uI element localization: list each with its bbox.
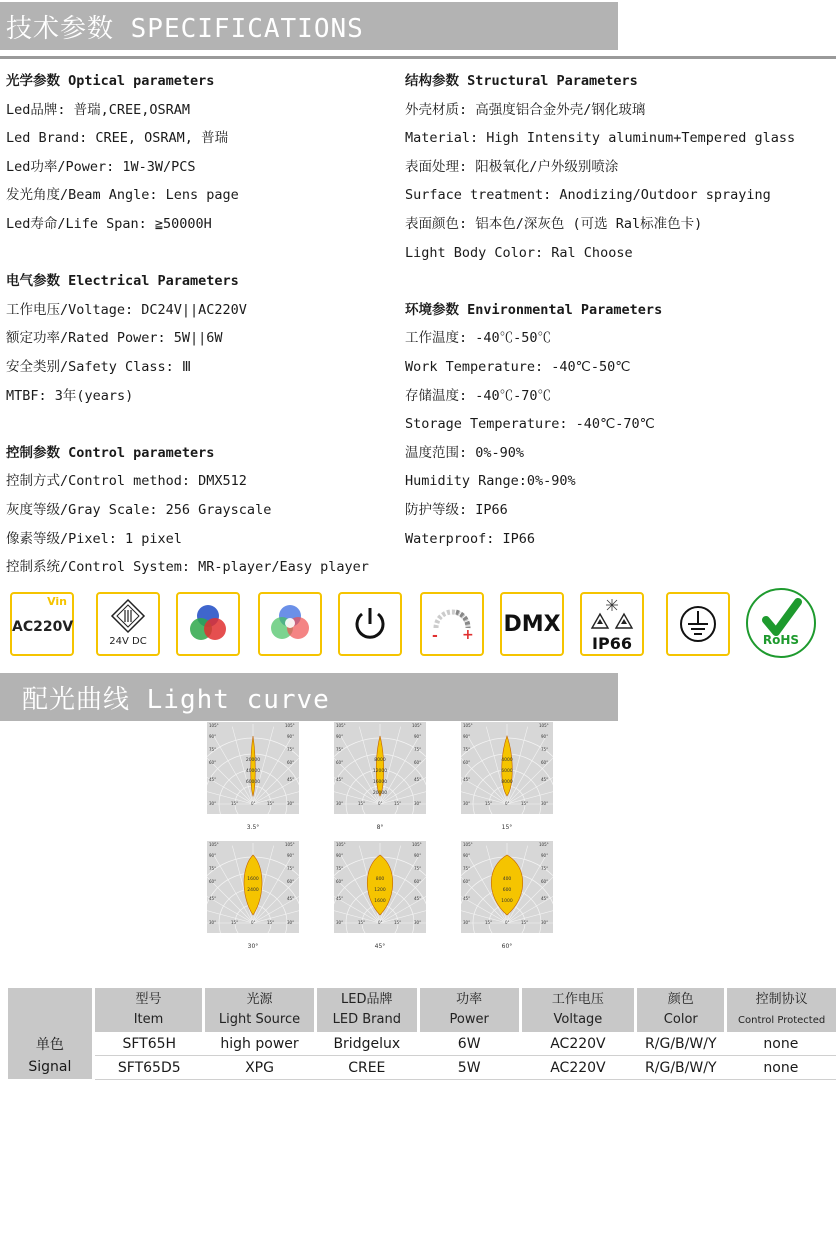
angle-label: 45° <box>287 777 295 782</box>
feature-icon-row <box>10 592 840 658</box>
angle-label: 75° <box>463 747 471 752</box>
angle-label: 105° <box>463 723 473 728</box>
table-header-row <box>8 988 836 1032</box>
spec-line: MTBF: 3年(years) <box>6 387 134 404</box>
angle-label: 30° <box>541 801 549 806</box>
section-heading: 光学参数 Optical parameters <box>6 73 215 89</box>
curve-angle-label: 15° <box>501 824 513 831</box>
table-cell: none <box>726 1032 836 1056</box>
angle-label: 45° <box>336 777 344 782</box>
dimming-icon <box>420 592 484 656</box>
intensity-value: 1600 <box>247 877 259 882</box>
angle-label: 60° <box>463 879 471 884</box>
spec-banner-title: 技术参数 SPECIFICATIONS <box>6 14 364 44</box>
angle-label: 90° <box>287 853 295 858</box>
spec-line: 工作温度: -40℃-50℃ <box>405 330 552 347</box>
dc-voltage-label: 24V DC <box>109 636 147 647</box>
dim-minus-label: - <box>432 628 438 644</box>
angle-label: 15° <box>358 920 366 925</box>
angle-label: 30° <box>414 920 422 925</box>
table-cell: CREE <box>315 1056 418 1080</box>
spec-line: Humidity Range:0%-90% <box>405 473 576 490</box>
intensity-value: 4000 <box>501 758 513 763</box>
header-cell <box>8 988 93 1032</box>
right-spec-column <box>405 67 795 553</box>
light-curve-grid <box>207 722 567 962</box>
spec-line: Work Temperature: -40℃-50℃ <box>405 358 631 375</box>
angle-label: 15° <box>231 801 239 806</box>
intensity-value: 1200 <box>374 888 386 893</box>
angle-label: 15° <box>394 801 402 806</box>
spec-line: 外壳材质: 高强度铝合金外壳/钢化玻璃 <box>405 101 646 118</box>
angle-label: 15° <box>485 920 493 925</box>
angle-label: 0° <box>505 920 510 925</box>
spec-line: 表面颜色: 铝本色/深灰色 (可选 Ral标准色卡) <box>405 215 703 232</box>
spec-line: 表面处理: 阳极氧化/户外级别喷涂 <box>405 158 619 175</box>
light-curve-diagram <box>207 722 299 814</box>
light-curve-diagram <box>207 841 299 933</box>
product-table <box>8 988 836 1080</box>
spec-line: Storage Temperature: -40℃-70℃ <box>405 416 655 433</box>
light-curve-diagram <box>461 722 553 814</box>
angle-label: 75° <box>287 747 295 752</box>
left-spec-column <box>6 67 369 582</box>
angle-label: 60° <box>287 879 295 884</box>
angle-label: 30° <box>414 801 422 806</box>
table-cell: XPG <box>204 1056 316 1080</box>
angle-label: 105° <box>539 842 549 847</box>
angle-label: 15° <box>231 920 239 925</box>
beam-lobe <box>502 736 513 796</box>
angle-label: 105° <box>336 842 346 847</box>
angle-label: 60° <box>336 879 344 884</box>
curve-angle-label: 45° <box>374 943 386 950</box>
angle-label: 0° <box>378 920 383 925</box>
angle-label: 90° <box>463 734 471 739</box>
section-heading: 控制参数 Control parameters <box>6 444 215 461</box>
angle-label: 0° <box>505 801 510 806</box>
angle-label: 30° <box>287 801 295 806</box>
angle-label: 15° <box>267 920 275 925</box>
ground-icon <box>666 592 730 656</box>
angle-label: 45° <box>209 896 217 901</box>
angle-label: 90° <box>287 734 295 739</box>
beam-lobe <box>367 855 393 915</box>
intensity-value: 8000 <box>501 780 513 785</box>
section-heading: 环境参数 Environmental Parameters <box>405 301 663 318</box>
curve-angle-label: 8° <box>376 824 384 831</box>
curve-banner <box>0 673 618 721</box>
beam-lobe <box>376 736 384 796</box>
spec-line: 温度范围: 0%-90% <box>405 444 525 461</box>
angle-label: 90° <box>414 853 422 858</box>
curve-angle-label: 60° <box>501 943 513 950</box>
angle-label: 105° <box>285 842 295 847</box>
header-cell: 控制协议 Control Protected <box>726 988 836 1032</box>
curve-angle-label: 3.5° <box>246 824 260 831</box>
dmx-label: DMX <box>503 612 561 637</box>
rohs-icon <box>746 588 816 658</box>
intensity-value: 1000 <box>501 899 513 904</box>
intensity-value: 1600 <box>374 899 386 904</box>
angle-label: 90° <box>336 853 344 858</box>
angle-label: 60° <box>336 760 344 765</box>
ac220v-icon <box>10 592 74 656</box>
angle-label: 45° <box>541 777 549 782</box>
angle-label: 30° <box>209 920 217 925</box>
spec-line: 存储温度: -40℃-70℃ <box>405 387 552 404</box>
angle-label: 0° <box>378 801 383 806</box>
ip66-label: IP66 <box>592 634 632 653</box>
angle-label: 75° <box>463 866 471 871</box>
spec-line: 工作电压/Voltage: DC24V||AC220V <box>6 301 247 318</box>
intensity-value: 20000 <box>372 791 388 796</box>
spec-line: 控制方式/Control method: DMX512 <box>6 473 247 490</box>
angle-label: 105° <box>463 842 473 847</box>
category-cell: 单色 <box>8 1032 93 1056</box>
table-cell: AC220V <box>520 1032 636 1056</box>
angle-label: 90° <box>336 734 344 739</box>
ip66-icon <box>580 592 644 656</box>
beam-lobe <box>251 736 256 796</box>
intensity-value: 800 <box>375 877 385 882</box>
table-cell: 5W <box>418 1056 520 1080</box>
dim-plus-label: + <box>462 627 474 643</box>
angle-label: 30° <box>209 801 217 806</box>
vin-label: Vin <box>47 595 67 608</box>
structural-section <box>405 67 795 267</box>
intensity-value: 60000 <box>245 780 261 785</box>
angle-label: 15° <box>358 801 366 806</box>
intensity-value: 600 <box>502 888 512 893</box>
angle-label: 105° <box>412 842 422 847</box>
environmental-section <box>405 296 795 553</box>
light-curve-diagram <box>334 841 426 933</box>
dc24v-icon <box>96 592 160 656</box>
angle-label: 75° <box>287 866 295 871</box>
angle-label: 60° <box>463 760 471 765</box>
angle-label: 75° <box>414 747 422 752</box>
angle-label: 60° <box>541 879 549 884</box>
angle-label: 105° <box>412 723 422 728</box>
angle-label: 90° <box>414 734 422 739</box>
angle-label: 90° <box>463 853 471 858</box>
angle-label: 60° <box>209 879 217 884</box>
angle-label: 45° <box>463 777 471 782</box>
intensity-value: 40000 <box>245 769 261 774</box>
curve-banner-title: 配光曲线 Light curve <box>22 685 330 715</box>
header-cell: 型号 Item <box>93 988 203 1032</box>
light-curve-diagram <box>334 722 426 814</box>
angle-label: 60° <box>287 760 295 765</box>
spec-line: Surface treatment: Anodizing/Outdoor spraying <box>405 187 771 204</box>
table-cell: 6W <box>418 1032 520 1056</box>
angle-label: 90° <box>209 853 217 858</box>
spec-line: 防护等级: IP66 <box>405 501 508 518</box>
angle-label: 90° <box>541 853 549 858</box>
spec-line: 控制系统/Control System: MR-player/Easy player <box>6 559 369 576</box>
angle-label: 15° <box>521 801 529 806</box>
angle-label: 45° <box>541 896 549 901</box>
angle-label: 105° <box>336 723 346 728</box>
angle-label: 75° <box>209 747 217 752</box>
angle-label: 105° <box>209 723 219 728</box>
angle-label: 60° <box>414 760 422 765</box>
angle-label: 75° <box>414 866 422 871</box>
electrical-section <box>6 267 369 410</box>
spec-line: Waterproof: IP66 <box>405 530 536 547</box>
angle-label: 45° <box>336 896 344 901</box>
angle-label: 60° <box>209 760 217 765</box>
ac-voltage-label: AC220V <box>12 619 74 635</box>
intensity-value: 6000 <box>501 769 513 774</box>
angle-label: 30° <box>336 801 344 806</box>
angle-label: 75° <box>209 866 217 871</box>
angle-label: 45° <box>463 896 471 901</box>
spec-banner <box>0 2 618 50</box>
spec-line: 像素等级/Pixel: 1 pixel <box>6 530 182 547</box>
angle-label: 30° <box>287 920 295 925</box>
angle-label: 105° <box>285 723 295 728</box>
angle-label: 105° <box>209 842 219 847</box>
intensity-value: 400 <box>502 877 512 882</box>
angle-label: 30° <box>463 801 471 806</box>
header-cell: LED品牌 LED Brand <box>315 988 418 1032</box>
angle-label: 15° <box>267 801 275 806</box>
angle-label: 90° <box>541 734 549 739</box>
spec-line: 安全类别/Safety Class: Ⅲ <box>6 358 192 375</box>
table-cell: R/G/B/W/Y <box>636 1056 726 1080</box>
rgbw-color-icon <box>258 592 322 656</box>
angle-label: 75° <box>336 747 344 752</box>
spec-line: 额定功率/Rated Power: 5W||6W <box>6 330 223 347</box>
angle-label: 60° <box>541 760 549 765</box>
table-cell: SFT65D5 <box>93 1056 203 1080</box>
angle-label: 90° <box>209 734 217 739</box>
spec-line: Led寿命/Life Span: ≧50000H <box>6 215 212 232</box>
header-cell: 颜色 Color <box>636 988 726 1032</box>
power-icon <box>338 592 402 656</box>
angle-label: 75° <box>336 866 344 871</box>
angle-label: 45° <box>414 777 422 782</box>
control-section <box>6 439 369 582</box>
angle-label: 60° <box>414 879 422 884</box>
angle-label: 15° <box>394 920 402 925</box>
intensity-value: 2400 <box>247 888 259 893</box>
intensity-value: 20000 <box>245 758 261 763</box>
category-cell: Signal <box>8 1056 93 1080</box>
intensity-value: 16000 <box>372 780 388 785</box>
angle-label: 30° <box>463 920 471 925</box>
rohs-label: RoHS <box>762 633 800 647</box>
spec-line: 发光角度/Beam Angle: Lens page <box>6 187 239 204</box>
header-cell: 工作电压 Voltage <box>520 988 636 1032</box>
table-cell: SFT65H <box>93 1032 203 1056</box>
table-row <box>8 1056 836 1080</box>
beam-lobe <box>491 855 523 915</box>
spec-line: Led功率/Power: 1W-3W/PCS <box>6 158 196 175</box>
table-cell: AC220V <box>520 1056 636 1080</box>
angle-label: 0° <box>251 920 256 925</box>
angle-label: 45° <box>287 896 295 901</box>
angle-label: 45° <box>209 777 217 782</box>
angle-label: 75° <box>541 866 549 871</box>
table-cell: high power <box>204 1032 316 1056</box>
intensity-value: 8000 <box>374 758 386 763</box>
table-cell: Bridgelux <box>315 1032 418 1056</box>
angle-label: 105° <box>539 723 549 728</box>
table-cell: none <box>726 1056 836 1080</box>
spec-rule <box>0 56 836 59</box>
optical-section <box>6 67 369 239</box>
angle-label: 45° <box>414 896 422 901</box>
header-cell: 光源 Light Source <box>204 988 316 1032</box>
section-heading: 结构参数 Structural Parameters <box>405 73 638 89</box>
angle-label: 30° <box>336 920 344 925</box>
curve-angle-label: 30° <box>247 943 259 950</box>
table-row <box>8 1032 836 1056</box>
angle-label: 0° <box>251 801 256 806</box>
angle-label: 30° <box>541 920 549 925</box>
spec-line: Material: High Intensity aluminum+Tempered glass <box>405 130 796 147</box>
spec-line: Light Body Color: Ral Choose <box>405 244 633 261</box>
light-curve-diagram <box>461 841 553 933</box>
spec-line: Led品牌: 普瑞,CREE,OSRAM <box>6 101 191 118</box>
section-heading: 电气参数 Electrical Parameters <box>6 273 239 290</box>
dmx-icon <box>500 592 564 656</box>
angle-label: 75° <box>541 747 549 752</box>
table-cell: R/G/B/W/Y <box>636 1032 726 1056</box>
header-cell: 功率 Power <box>418 988 520 1032</box>
angle-label: 15° <box>485 801 493 806</box>
spec-line: 灰度等级/Gray Scale: 256 Grayscale <box>6 501 272 518</box>
intensity-value: 12000 <box>372 769 388 774</box>
angle-label: 15° <box>521 920 529 925</box>
spec-line: Led Brand: CREE, OSRAM, 普瑞 <box>6 130 229 147</box>
rgb-color-icon <box>176 592 240 656</box>
